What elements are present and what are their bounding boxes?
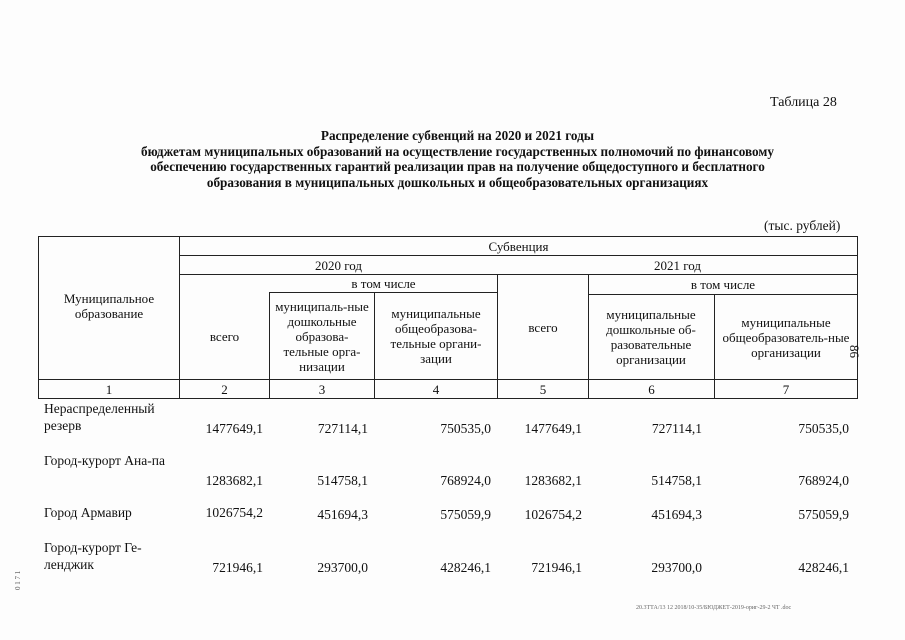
total-2021-header: всего [528,320,558,335]
year-2020-header: 2020 год [315,257,362,273]
value-cell: 727114,1 [651,421,702,436]
column-number: 1 [105,381,113,397]
title-line-3: обеспечению государственных гарантий реализации прав на получение общедоступного и бесплатного [150,159,765,174]
units-label: (тыс. рублей) [764,218,841,233]
preschool-2020-header: муниципаль-ные дошкольные образова-тельные орга-низации [275,298,369,374]
value-cell: 575059,9 [798,507,849,522]
value-cell: 514758,1 [317,473,368,488]
municipality-name: Город-курорт Ге-ленджик [44,540,142,572]
table-label: Таблица 28 [770,95,837,110]
value-cell: 293700,0 [317,560,368,575]
total-2020-header: всего [209,329,240,344]
value-cell: 514758,1 [651,473,702,488]
municipality-name: Город Армавир [44,505,132,520]
title-line-2: бюджетам муниципальных образований на осуществление государственных полномочий по финансовому [141,143,774,159]
value-cell: 768924,0 [798,473,849,488]
rule [38,398,858,399]
value-cell: 1026754,2 [205,505,263,520]
column-number: 7 [782,381,790,397]
year-2021-header: 2021 год [654,257,701,273]
title-line-4: образования в муниципальных дошкольных и общеобразовательных организациях [206,174,709,190]
column-number: 3 [318,381,326,397]
value-cell: 1283682,1 [205,473,263,488]
rule [38,236,858,237]
value-cell: 428246,1 [798,560,849,575]
value-cell: 768924,0 [440,473,491,488]
value-cell: 1283682,1 [524,473,582,488]
table-header [38,236,858,399]
general-2021-header: муниципальные общеобразователь-ные организации [722,314,850,360]
value-cell: 721946,1 [531,560,582,575]
value-cell: 750535,0 [440,421,491,436]
subvention-header: Субвенция [488,239,549,254]
municipality-name: Нераспределенный резерв [44,401,155,433]
value-cell: 1026754,2 [524,507,582,522]
title-line-1: Распределение субвенций на 2020 и 2021 годы [320,128,595,143]
including-2021-header: в том числе [690,277,756,292]
value-cell: 1477649,1 [524,421,582,436]
value-cell: 721946,1 [212,560,263,575]
side-code: 0 1 7 1 [14,570,22,590]
municipality-name: Город-курорт Ана-па [44,453,165,468]
document-title [70,128,845,190]
column-number: 5 [539,381,547,397]
value-cell: 727114,1 [317,421,368,436]
rule [38,236,39,399]
value-cell: 451694,3 [651,507,702,522]
preschool-2021-header: муниципальные дошкольные об-разовательные организации [606,307,696,367]
general-2020-header: муниципальные общеобразова-тельные органи-зации [390,306,482,366]
including-2020-header: в том числе [351,276,416,291]
value-cell: 1477649,1 [205,421,263,436]
municipality-header: Муниципальное образование [63,291,155,321]
value-cell: 428246,1 [440,560,491,575]
value-cell: 575059,9 [440,507,491,522]
column-number: 6 [648,381,655,397]
column-number: 2 [221,381,228,397]
value-cell: 750535,0 [798,421,849,436]
page-number: 86 [847,345,862,358]
column-number: 4 [432,381,440,397]
value-cell: 293700,0 [651,560,702,575]
footer-code: 20.3ТТА/13 12 2018/10-35/БЮДЖЕТ-2019-ориг-29-2 ЧТ .doc [636,605,792,611]
value-cell: 451694,3 [317,507,368,522]
rule [857,236,858,399]
